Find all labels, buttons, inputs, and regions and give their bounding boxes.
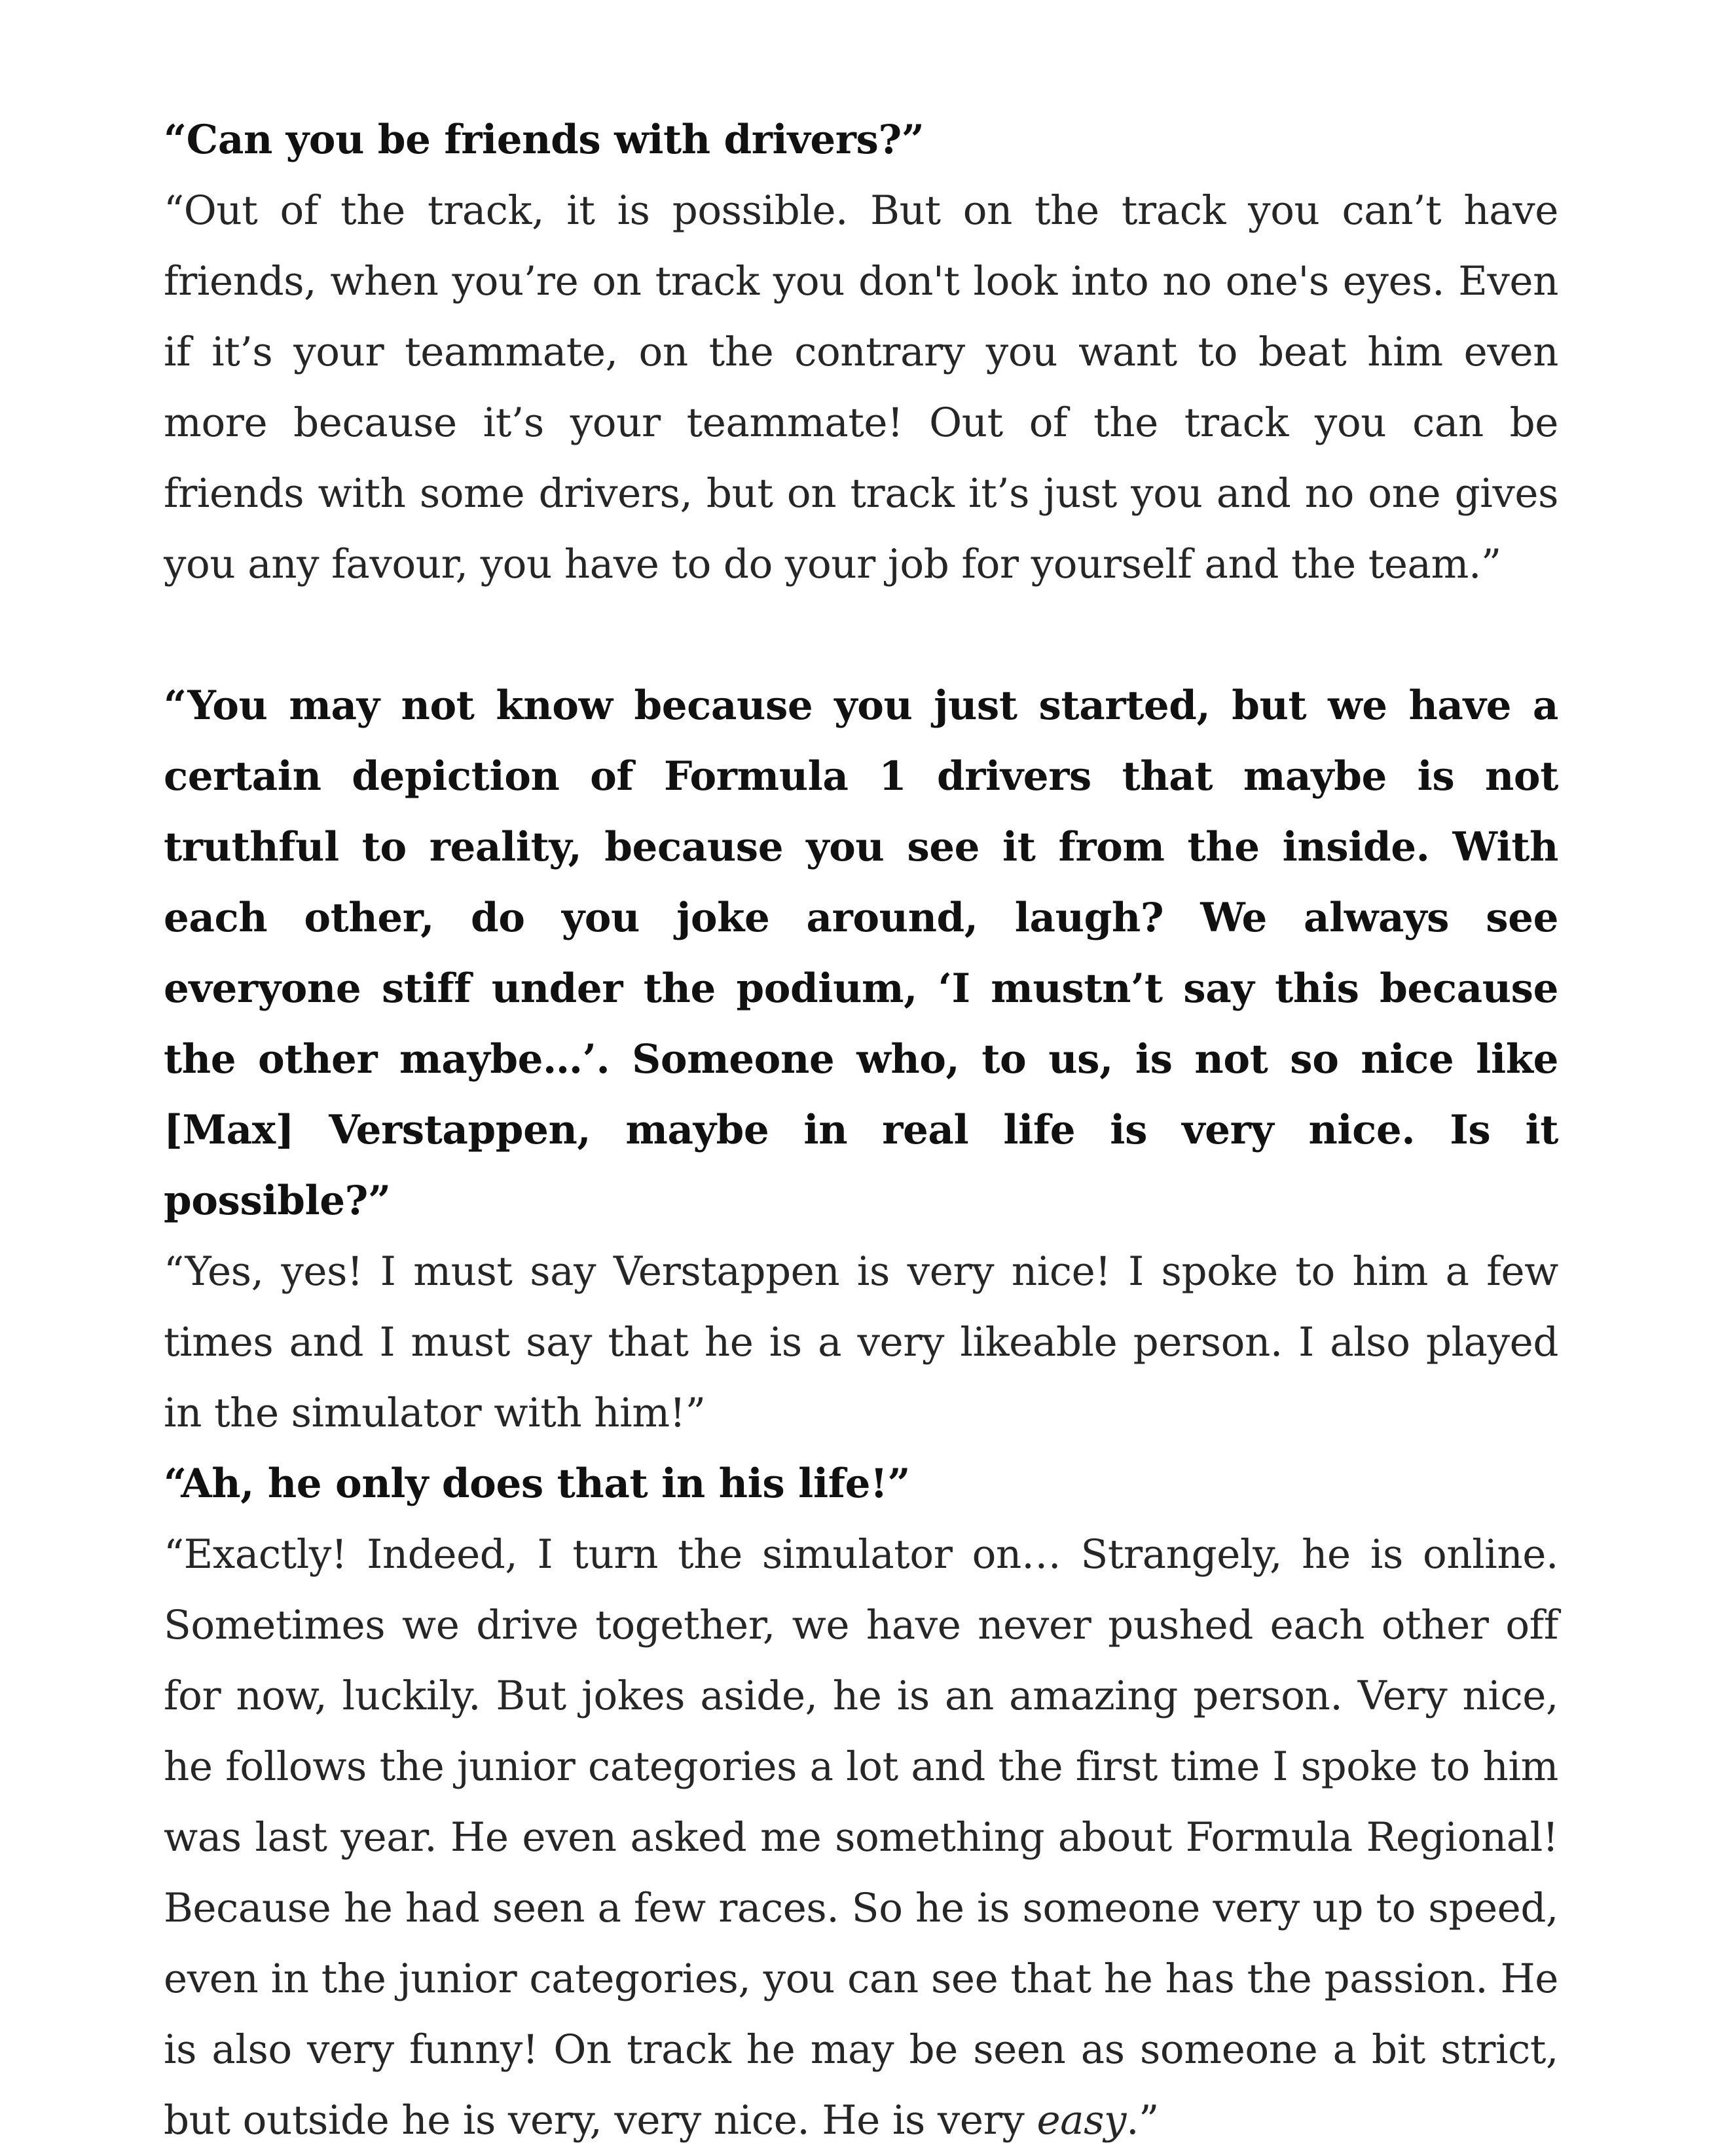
interview-text — [164, 105, 1558, 2156]
answer-emphasis-word: easy — [1036, 2097, 1127, 2144]
section-spacer — [164, 600, 1558, 671]
question-friends-with-drivers: “Can you be friends with drivers?” — [164, 117, 925, 163]
question-only-does-that: “Ah, he only does that in his life!” — [164, 1460, 911, 1507]
question-drivers-depiction: “You may not know because you just started, but we have a certain depiction of Formula 1 drivers that maybe is not truthful to reality, because you see it from the inside. With each other, do you joke around, laugh? We always see everyone stiff under the podium, ‘I mustn’t say this because the other maybe…’. Someone who, to us, is not so nice like [Max] Verstappen, maybe in real life is very nice. Is it possible?” — [164, 682, 1558, 1224]
answer-verstappen-nice: “Yes, yes! I must say Verstappen is very nice! I spoke to him a few times and I must say that he is a very likeable person. I also played in the simulator with him!” — [164, 1248, 1558, 1436]
answer-simulator — [164, 1519, 1558, 2156]
answer-friends-with-drivers: “Out of the track, it is possible. But on the track you can’t have friends, when you’re on track you don't look into no one's eyes. Even if it’s your teammate, on the contrary you want to beat him even more because it’s your teammate! Out of the track you can be friends with some drivers, but on track it’s just you and no one gives you any favour, you have to do your job for yourself and the team.” — [164, 187, 1558, 587]
answer-simulator-end: .” — [1126, 2097, 1159, 2144]
answer-simulator-main: “Exactly! Indeed, I turn the simulator on… Strangely, he is online. Sometimes we drive together, we have never pushed each other off for now, luckily. But jokes aside, he is an amazing person. Very nice, he follows the junior categories a lot and the first time I spoke to him was last year. He even asked me something about Formula Regional! Because he had seen a few races. So he is someone very up to speed, even in the junior categories, you can see that he has the passion. He is also very funny! On track he may be seen as someone a bit strict, but outside he is very, very nice. He is very — [164, 1531, 1558, 2144]
